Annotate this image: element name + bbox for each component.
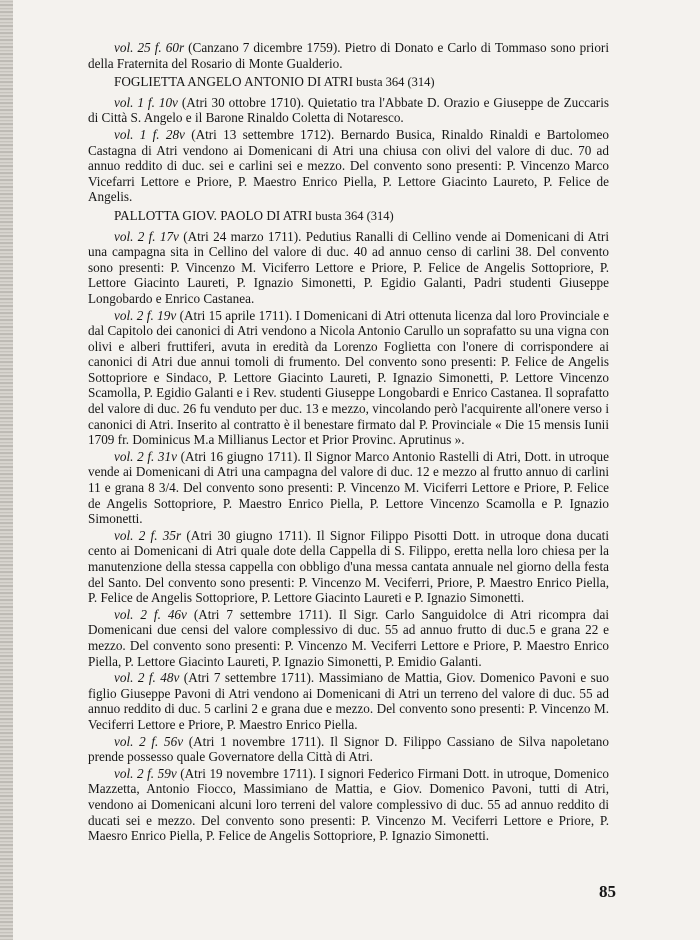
entry xyxy=(88,229,609,307)
notary-name: FOGLIETTA ANGELO ANTONIO DI ATRI xyxy=(114,74,353,90)
page-binding-edge xyxy=(0,0,13,940)
document-body xyxy=(88,40,609,845)
entry xyxy=(88,308,609,448)
entry xyxy=(88,40,609,71)
entry-text: (Atri 7 settembre 1711). Massimiano de Mattia, Giov. Domenico Pavoni e suo figlio Giuseppe Pavoni di Atri vendono ai Domenicani di Atri un terreno del valore di duc. 55 ad annuo reddito di duc. 5 carlini 2 e grana due e mezzo. Del convento sono presenti: P. Vincenzo M. Veciferri Lettore e Priore, P. Maestro Enrico Piella. xyxy=(88,670,609,732)
entry xyxy=(88,734,609,765)
notary-name: PALLOTTA GIOV. PAOLO DI ATRI xyxy=(114,207,313,223)
entry-text: (Atri 1 novembre 1711). Il Signor D. Filippo Cassiano de Silva napoletano prende possesso quale Governatore della Città di Atri. xyxy=(88,733,609,765)
entry-text: (Atri 7 settembre 1711). Il Sigr. Carlo Sanguidolce di Atri ricompra dai Domenicani due censi del valore complessivo di duc. 55 ad annuo frutto di duc.5 e grana 22 e mezzo. Del convento sono presenti: P. Vincenzo M. Veciferri Lettore e Priore, P. Maestro Enrico Piella, P. Lettore Giacinto Laureti, P. Ignazio Simonetti, P. Emidio Galanti. xyxy=(88,606,609,669)
volume-reference: vol. 2 f. 31v xyxy=(114,448,177,464)
section-heading xyxy=(88,74,609,91)
entry-text: (Canzano 7 dicembre 1759). Pietro di Donato e Carlo di Tommaso sono priori della Fraternita del Rosario di Monte Gualderio. xyxy=(88,40,609,71)
page-number: 85 xyxy=(599,882,616,901)
entry xyxy=(88,528,609,606)
volume-reference: vol. 2 f. 59v xyxy=(114,765,177,781)
volume-reference: vol. 2 f. 17v xyxy=(114,228,179,244)
entry-text: (Atri 24 marzo 1711). Pedutius Ranalli di Cellino vende ai Domenicani di Atri una campagna sita in Cellino del valore di duc. 40 ad annuo censo di carlini 38. Del convento sono presenti: P. Vincenzo M. Viciferro Lettore e Priore, P. Felice de Angelis Sottopriore, P. Lettore Giacinto Laureti, P. Ignazio Simonetti, P. Egidio Galanti, Padri studenti Giuseppe Longobardo e Enrico Castanea. xyxy=(88,228,609,306)
busta-reference: busta 364 (314) xyxy=(312,208,394,223)
volume-reference: vol. 1 f. 28v xyxy=(114,126,185,142)
volume-reference: vol. 25 f. 60r xyxy=(114,40,185,55)
entry xyxy=(88,670,609,732)
entry-text: (Atri 16 giugno 1711). Il Signor Marco Antonio Rastelli di Atri, Dott. in utroque vende ai Domenicani di Atri una campagna del valore di duc. 12 e mezzo al frutto annuo di carlini 11 e grana 8 3/4. Del convento sono presenti: P. Vincenzo M. Viciferri Lettore e Priore, P. Felice de Angelis Sottopriore, P. Maestro Enrico Piella, P. Lettore Vincenzo Scamolla e P. Ignazio Simonetti. xyxy=(88,448,609,527)
entry-text: (Atri 30 giugno 1711). Il Signor Filippo Pisotti Dott. in utroque dona ducati cento ai Domenicani di Atri quale dote della Cappella di S. Filippo, eretta nella loro chiesa per la manutenzione della stessa cappella con obbligo d'una messa cantata annuale nel giorno della festa del Santo. Del convento sono presenti: P. Vincenzo M. Veciferri, Priore, P. Maestro Enrico Piella, P. Felice de Angelis Sottopriore, P. Lettore Giacinto Laureti e P. Ignazio Simonetti. xyxy=(88,527,609,606)
entry xyxy=(88,607,609,669)
volume-reference: vol. 2 f. 46v xyxy=(114,606,187,622)
entry-text: (Atri 30 ottobre 1710). Quietatio tra l'Abbate D. Orazio e Giuseppe de Zuccaris di Città S. Angelo e il Barone Rinaldo Coletta di Notaresco. xyxy=(88,94,609,126)
entry-text: (Atri 13 settembre 1712). Bernardo Busica, Rinaldo Rinaldi e Bartolomeo Castagna di Atri vendono ai Domenicani di Atri una chiusa con olivi del valore di duc. 70 ad annuo reddito di duc. sei e carlini sei e mezzo. Del convento sono presenti: P. Vincenzo Marco Vicefarri Lettore e Priore, P. Maestro Enrico Piella, P. Lettore Giacinto Laureto, P. Felice de Angelis. xyxy=(88,126,609,205)
volume-reference: vol. 2 f. 35r xyxy=(114,527,182,543)
volume-reference: vol. 1 f. 10v xyxy=(114,94,178,110)
entry xyxy=(88,127,609,205)
busta-reference: busta 364 (314) xyxy=(353,75,435,90)
volume-reference: vol. 2 f. 19v xyxy=(114,307,177,323)
entry xyxy=(88,95,609,126)
entry xyxy=(88,766,609,844)
section-heading xyxy=(88,208,609,225)
entry xyxy=(88,449,609,527)
entry-text: (Atri 19 novembre 1711). I signori Federico Firmani Dott. in utroque, Domenico Mazzetta, Antonio Fiocco, Massimiano de Mattia, e Giov. Domenico Pavoni, tutti di Atri, vendono ai Domenicani alcuni loro terreni del valore complessivo di duc. 55 ad annuo reddito di ducati sei e mezzo. Del convento sono presenti: P. Vincenzo M. Veciferri Lettore e Priore, P. Maesro Enrico Piella, P. Felice de Angelis Sottopriore, P. Ignazio Simonetti. xyxy=(88,765,609,844)
volume-reference: vol. 2 f. 56v xyxy=(114,733,184,749)
entry-text: (Atri 15 aprile 1711). I Domenicani di Atri ottenuta licenza dal loro Provinciale e dal Capitolo dei canonici di Atri vendono a Nicola Antonio Carullo un soprafatto su una vigna con olivi e alberi fruttiferi, avuta in eredità da Lorenzo Foglietta con l'onere di corrispondere ai canonici di Atri due annui tomoli di frumento. Del convento sono presenti: P. Felice de Angelis Sottopriore e Sindaco, P. Lettore Giacinto Laureti, P. Ignazio Simonetti, P. Lettore Vincenzo Scamolla, P. Egidio Galanti e i Rev. studenti Giuseppe Longobardi e Enrico Castanea. Il soprafatto del valore di duc. 26 fu venduto per duc. 13 e mezzo, vincolando però l'acquirente all'onere verso i canonici di Atri. Inserito al contratto è il benestare firmato dal P. Provinciale « Die 15 mensis Iunii 1709 fr. Dominicus M.a Millianus Lector et Prior Provinc. Aprutinus ». xyxy=(88,307,609,448)
volume-reference: vol. 2 f. 48v xyxy=(114,670,180,686)
